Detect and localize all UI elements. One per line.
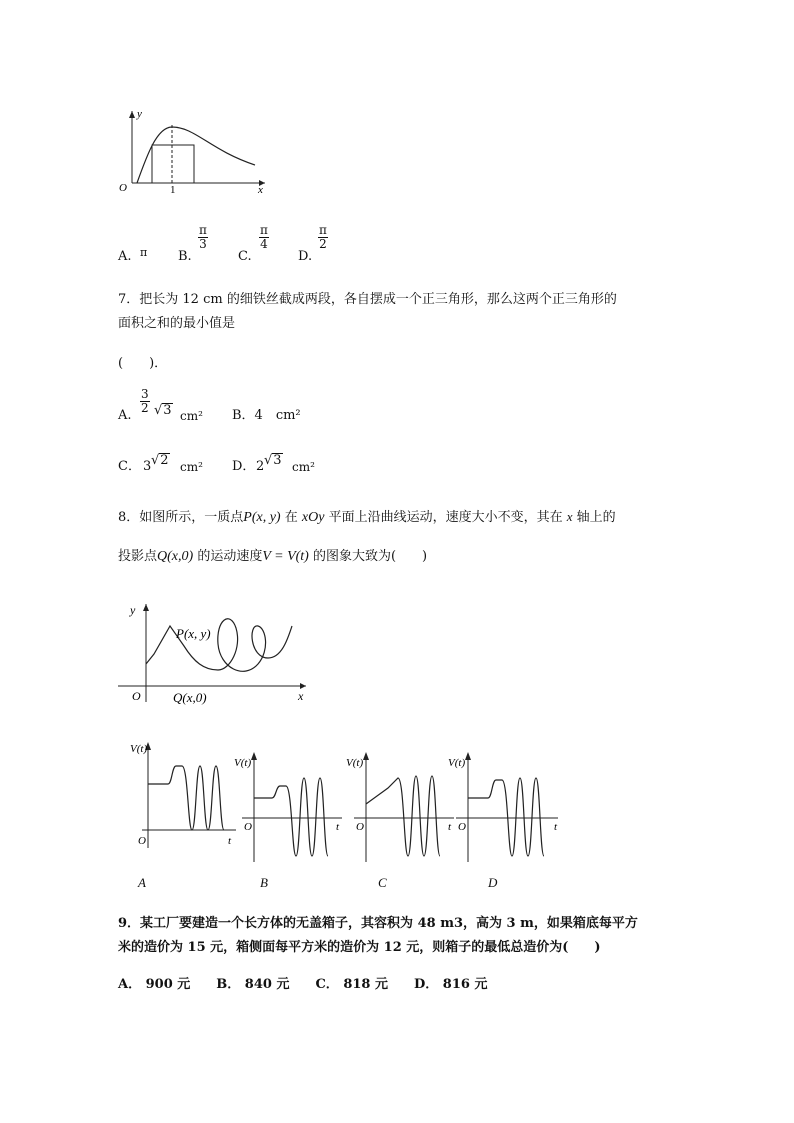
q6-option-b-label: B. (178, 249, 192, 264)
q6-option-d-den: 2 (319, 237, 327, 251)
graph-d-t-label: t (554, 821, 558, 833)
q6-option-c-frac (259, 224, 269, 251)
q7-option-a-label: A. (118, 408, 132, 423)
q6-option-d-frac (318, 224, 328, 251)
fig6-origin-label: O (119, 182, 127, 194)
q8-line2-part2: 的运动速度 (197, 549, 263, 564)
graph-b-origin-label: O (244, 821, 252, 833)
q8-axis-x: x (566, 509, 573, 524)
q7-option-c-label: C． (118, 459, 141, 474)
q6-option-a-value: π (140, 246, 148, 259)
q7-option-c-radicand: 2 (160, 453, 169, 468)
q7-option-a-den: 2 (141, 401, 149, 415)
q7-option-c-coef: 3 (143, 459, 152, 474)
graph-c-origin-label: O (356, 821, 364, 833)
q7-option-d-root-sign: √3 (264, 453, 282, 468)
fig6-x-label: x (258, 184, 263, 195)
q7-options-ab (118, 388, 418, 428)
graph-a-label: A (138, 875, 146, 890)
graph-a-v-label: V(t) (130, 743, 148, 755)
graph-d-origin-label: O (458, 821, 466, 833)
q7-option-d-unit: cm² (292, 460, 315, 474)
q8-graph-b (232, 748, 344, 866)
q6-option-a-label: A. (118, 249, 132, 264)
q7-option-d-coef: 2 (256, 459, 265, 474)
fig6-one-label: 1 (170, 184, 176, 195)
q7-option-a-root-sign: √3 (154, 403, 172, 418)
fig8-origin-label: O (132, 689, 141, 703)
q9-line1: 9．某工厂要建造一个长方体的无盖箱子，其容积为 48 m3，高为 3 m，如果箱底每平方 (118, 916, 638, 931)
q8-velocity: V = V(t) (262, 549, 309, 564)
graph-d-label: D (488, 875, 498, 890)
q7-option-d-label: D． (232, 459, 256, 474)
q7-option-d-radicand: 3 (273, 453, 282, 468)
graph-c-v-label: V(t) (346, 757, 364, 769)
q6-option-b-frac (198, 224, 208, 251)
q8-line2 (118, 548, 427, 566)
q8-line1-part1: 8．如图所示，一质点 (118, 510, 244, 525)
graph-a-origin-label: O (138, 835, 146, 847)
q6-option-c-label: C. (238, 249, 252, 264)
q7-option-c-unit: cm² (180, 460, 203, 474)
graph-b-label: B (260, 875, 268, 890)
graph-d-v-label: V(t) (448, 757, 466, 769)
q7-option-b: B．4 cm² (232, 408, 301, 423)
fig8-y-label: y (130, 603, 136, 617)
q7-option-a-num: 3 (141, 387, 149, 401)
q6-option-c-den: 4 (260, 237, 268, 251)
q8-point-p: P(x, y) (243, 510, 281, 525)
q9-line2: 米的造价为 15 元，箱侧面每平方米的造价为 12 元，则箱子的最低总造价为( ) (118, 940, 601, 955)
q7-option-c-root-sign: √2 (151, 453, 169, 468)
q7-line2: 面积之和的最小值是 (118, 316, 236, 331)
q7-paren: ( )． (118, 356, 168, 371)
q8-line1 (118, 508, 616, 527)
q7-line1: 7．把长为 12 cm 的细铁丝截成两段，各自摆成一个正三角形，那么这两个正三角形的 (118, 292, 617, 307)
q6-option-d-label: D. (298, 249, 313, 264)
q6-option-c-num: π (260, 223, 268, 237)
fig8-x-label: x (298, 689, 304, 703)
graph-b-v-label: V(t) (234, 757, 252, 769)
q8-graph-a (128, 738, 240, 850)
graph-a-t-label: t (228, 835, 232, 847)
q6-option-b-den: 3 (199, 237, 207, 251)
q8-line2-part3: 的图象大致为( ) (312, 549, 428, 564)
graph-c-label: C (378, 875, 387, 890)
q8-line1-part4: 轴上的 (576, 510, 616, 525)
q8-plane-xoy: xOy (301, 510, 325, 525)
q8-graph-d (446, 748, 562, 866)
q7-option-a-frac (140, 388, 150, 415)
fig6-y-label: y (137, 108, 142, 120)
q8-line1-part3: 平面上沿曲线运动，速度大小不变，其在 (328, 510, 563, 525)
q8-line1-part2: 在 (284, 510, 298, 525)
graph-b-t-label: t (336, 821, 340, 833)
q9-options: A． 900 元 B． 840 元 C． 818 元 D． 816 元 (118, 977, 488, 992)
q8-figure (118, 598, 318, 710)
q7-option-a-radicand: 3 (163, 403, 172, 418)
q6-option-d-num: π (319, 223, 327, 237)
q7-option-a-unit: cm² (180, 409, 203, 423)
fig8-q-label: Q(x,0) (173, 690, 207, 705)
q8-point-q: Q(x,0) (157, 549, 194, 564)
q6-option-b-num: π (199, 223, 207, 237)
q6-figure (115, 105, 275, 195)
q8-line2-part1: 投影点 (118, 549, 158, 564)
q8-graph-c (344, 748, 456, 866)
fig8-p-label: P(x, y) (176, 626, 211, 641)
graph-c-t-label: t (448, 821, 452, 833)
q7-options-cd (118, 452, 418, 476)
